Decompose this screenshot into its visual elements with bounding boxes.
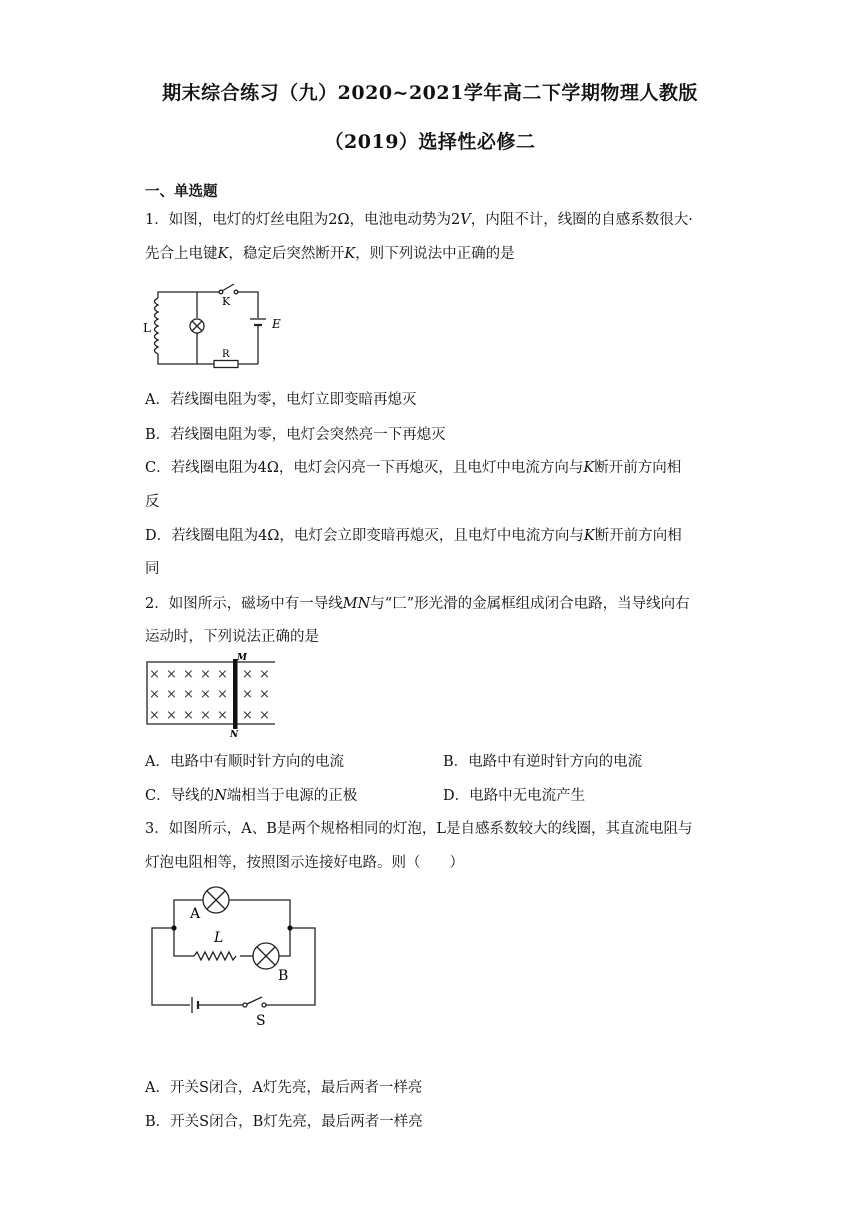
section-heading: 一、单选题 bbox=[145, 183, 218, 200]
field-cross: × bbox=[200, 667, 211, 682]
battery-icon bbox=[250, 319, 266, 325]
inductor-icon bbox=[194, 952, 236, 960]
field-cross: × bbox=[166, 687, 177, 702]
field-cross: × bbox=[242, 687, 253, 702]
lamp-a-icon bbox=[203, 887, 229, 913]
field-cross: × bbox=[166, 667, 177, 682]
lamp-b-icon bbox=[253, 943, 279, 969]
field-cross: × bbox=[242, 667, 253, 682]
q1-option-c-line1: C．若线圈电阻为4Ω，电灯会闪亮一下再熄灭，且电灯中电流方向与K断开前方向相 bbox=[145, 460, 682, 476]
q1-option-d-line2: 同 bbox=[145, 561, 160, 577]
lamp-icon bbox=[190, 319, 204, 333]
field-crosses bbox=[149, 667, 270, 723]
q3-stem-line1: 3．如图所示，A、B是两个规格相同的灯泡，L是自感系数较大的线圈，其直流电阻与 bbox=[145, 821, 693, 837]
label-n: N bbox=[230, 730, 239, 740]
field-cross: × bbox=[259, 667, 270, 682]
q3-option-b: B．开关S闭合，B灯先亮，最后两者一样亮 bbox=[145, 1114, 423, 1130]
battery-label: E bbox=[272, 317, 281, 331]
q1-option-c-line2: 反 bbox=[145, 494, 160, 510]
q3-option-a: A．开关S闭合，A灯先亮，最后两者一样亮 bbox=[145, 1080, 423, 1096]
junction-dot bbox=[171, 925, 176, 930]
q3-stem-line2: 灯泡电阻相等，按照图示连接好电路。则（ ） bbox=[145, 855, 464, 871]
field-cross: × bbox=[242, 708, 253, 723]
field-cross: × bbox=[149, 708, 160, 723]
switch-icon bbox=[243, 997, 266, 1007]
q1-lamp-resistance: 2Ω bbox=[328, 212, 350, 228]
field-cross: × bbox=[217, 687, 228, 702]
coil-label: L bbox=[143, 321, 151, 335]
resistor-label: R bbox=[222, 349, 230, 360]
page-title-line1: 期末综合练习（九）2020~2021学年高二下学期物理人教版 bbox=[162, 82, 698, 104]
coil-icon bbox=[155, 292, 163, 364]
q2-stem-line1: 2．如图所示，磁场中有一导线MN与“匚”形光滑的金属框组成闭合电路，当导线向右 bbox=[145, 596, 690, 612]
page-title-line2: （2019）选择性必修二 bbox=[324, 131, 536, 153]
junction-dot bbox=[287, 925, 292, 930]
switch-label: K bbox=[222, 295, 231, 308]
field-cross: × bbox=[259, 708, 270, 723]
conductor-mn bbox=[233, 659, 238, 729]
resistor-icon bbox=[214, 361, 238, 368]
q1-stem-line2: 先合上电键K，稳定后突然断开K，则下列说法中正确的是 bbox=[145, 246, 515, 262]
field-cross: × bbox=[183, 687, 194, 702]
switch-s-label: S bbox=[256, 1013, 266, 1029]
q3-circuit-diagram bbox=[148, 880, 323, 1029]
q2-option-d: D．电路中无电流产生 bbox=[443, 788, 586, 804]
field-cross: × bbox=[259, 687, 270, 702]
q1-option-d-line1: D．若线圈电阻为4Ω，电灯会立即变暗再熄灭，且电灯中电流方向与K断开前方向相 bbox=[145, 528, 682, 544]
q2-stem-line2: 运动时，下列说法正确的是 bbox=[145, 629, 319, 645]
inductor-l-label: L bbox=[214, 930, 224, 946]
q2-option-a: A．电路中有顺时针方向的电流 bbox=[145, 754, 344, 770]
q2-option-b: B．电路中有逆时针方向的电流 bbox=[443, 754, 643, 770]
q1-option-b: B．若线圈电阻为零，电灯会突然亮一下再熄灭 bbox=[145, 427, 446, 443]
q1-circuit-diagram bbox=[140, 280, 300, 372]
switch-icon bbox=[219, 284, 238, 294]
lamp-b-label: B bbox=[278, 968, 289, 984]
q1-stem-line1: 1．如图，电灯的灯丝电阻为2Ω，电池电动势为2V，内阻不计，线圈的自感系数很大· bbox=[145, 212, 693, 228]
field-cross: × bbox=[183, 708, 194, 723]
field-cross: × bbox=[200, 708, 211, 723]
q2-magnetic-field-diagram bbox=[143, 654, 283, 740]
q1-option-a: A．若线圈电阻为零，电灯立即变暗再熄灭 bbox=[145, 392, 417, 408]
field-cross: × bbox=[200, 687, 211, 702]
field-cross: × bbox=[149, 667, 160, 682]
battery-icon bbox=[192, 997, 198, 1013]
label-m: M bbox=[237, 653, 247, 663]
field-cross: × bbox=[149, 687, 160, 702]
field-cross: × bbox=[183, 667, 194, 682]
lamp-a-label: A bbox=[190, 906, 201, 922]
field-cross: × bbox=[166, 708, 177, 723]
field-cross: × bbox=[217, 708, 228, 723]
field-cross: × bbox=[217, 667, 228, 682]
q2-option-c: C．导线的N端相当于电源的正极 bbox=[145, 788, 358, 804]
